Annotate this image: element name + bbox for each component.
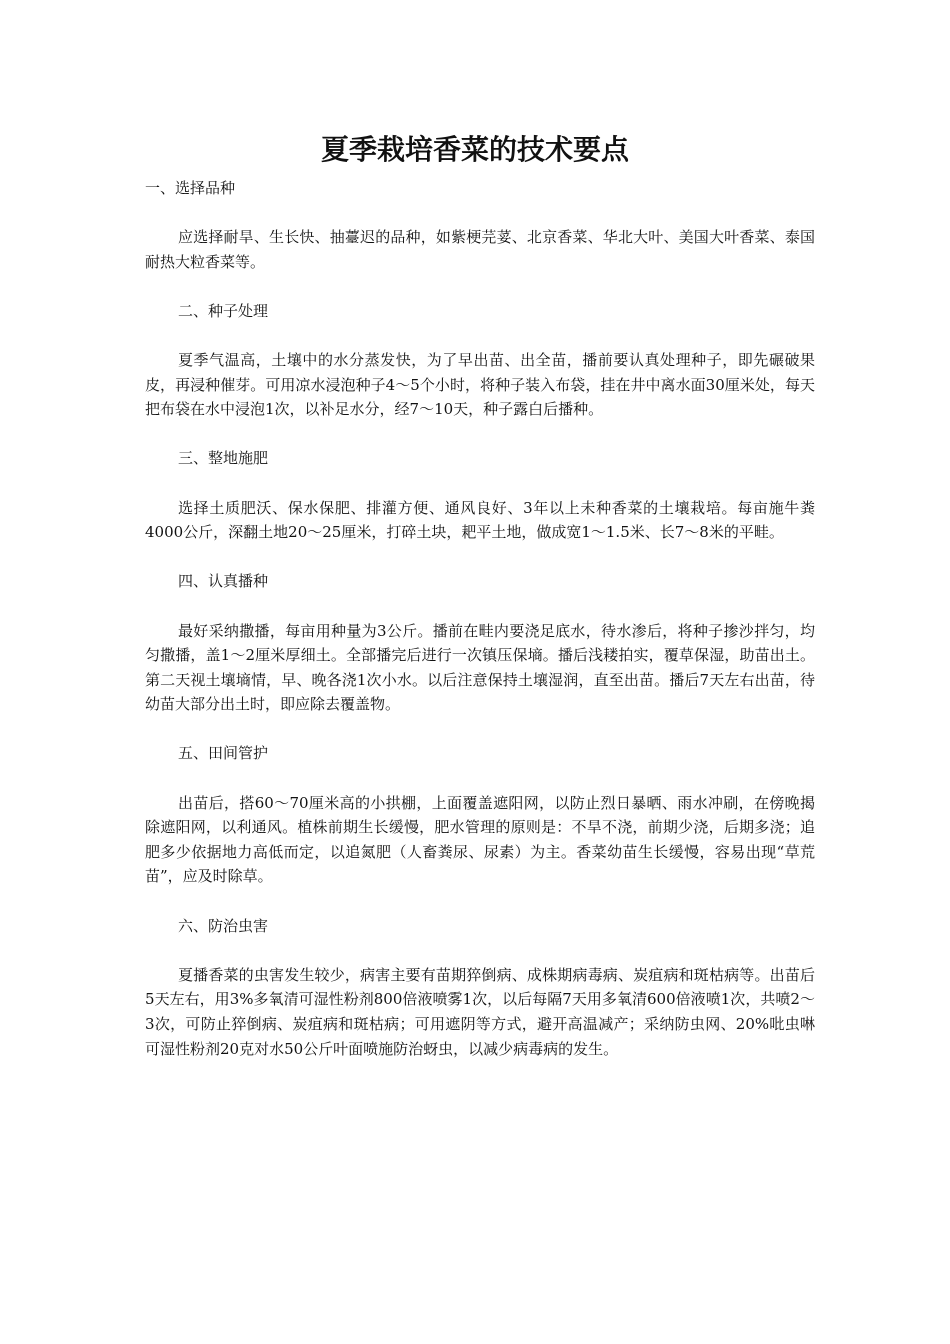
section-heading-3: 三、整地施肥 (178, 449, 269, 468)
section-heading-4: 四、认真播种 (178, 572, 269, 591)
section-body-2: 夏季气温高，土壤中的水分蒸发快，为了早出苗、出全苗，播前要认真处理种子，即先碾破果皮，再浸种催芽。可用凉水浸泡种子4～5个小时，将种子装入布袋，挂在井中离水面30厘米处，每天把布袋在水中浸泡1次，以补足水分，经7～10天，种子露白后播种。 (145, 350, 815, 419)
section-body-6: 夏播香菜的虫害发生较少，病害主要有苗期猝倒病、成株期病毒病、炭疽病和斑枯病等。出苗后5天左右，用3%多氧清可湿性粉剂800倍液喷雾1次，以后每隔7天用多氧清600倍液喷1次，共喷2～3次，可防止猝倒病、炭疽病和斑枯病；可用遮阴等方式，避开高温减产；采纳防虫网、20%吡虫啉可湿性粉剂20克对水50公斤叶面喷施防治蚜虫，以减少病毒病的发生。 (145, 965, 815, 1058)
document-body (145, 225, 815, 1086)
section-body-5: 出苗后，搭60～70厘米高的小拱棚，上面覆盖遮阳网，以防止烈日暴晒、雨水冲刷，在傍晚揭除遮阳网，以利通风。植株前期生长缓慢，肥水管理的原则是：不旱不浇，前期少浇，后期多浇；追肥多少依据地力高低而定，以追氮肥（人畜粪尿、尿素）为主。香菜幼苗生长缓慢，容易出现“草荒苗”，应及时除草。 (145, 793, 815, 886)
section-body-1: 应选择耐旱、生长快、抽薹迟的品种，如紫梗芫荽、北京香菜、华北大叶、美国大叶香菜、泰国耐热大粒香菜等。 (145, 228, 815, 271)
section-heading-6: 六、防治虫害 (178, 916, 269, 935)
section-body-4: 最好采纳撒播，每亩用种量为3公斤。播前在畦内要浇足底水，待水渗后，将种子掺沙拌匀，均匀撒播，盖1～2厘米厚细土。全部播完后进行一次镇压保墒。播后浅耧拍实，覆草保湿，助苗出土。第二天视土壤墒情，早、晚各浇1次小水。以后注意保持土壤湿润，直至出苗。播后7天左右出苗，待幼苗大部分出土时，即应除去覆盖物。 (145, 621, 815, 714)
section-body-3: 选择土质肥沃、保水保肥、排灌方便、通风良好、3年以上未种香菜的土壤栽培。每亩施牛粪4000公斤，深翻土地20～25厘米，打碎土块，耙平土地，做成宽1～1.5米、长7～8米的平畦。 (145, 498, 815, 542)
section-heading-5: 五、田间管护 (178, 744, 269, 763)
document-title: 夏季栽培香菜的技术要点 (320, 133, 629, 166)
section-heading-1: 一、选择品种 (145, 179, 236, 197)
section-heading-2: 二、种子处理 (178, 301, 269, 320)
